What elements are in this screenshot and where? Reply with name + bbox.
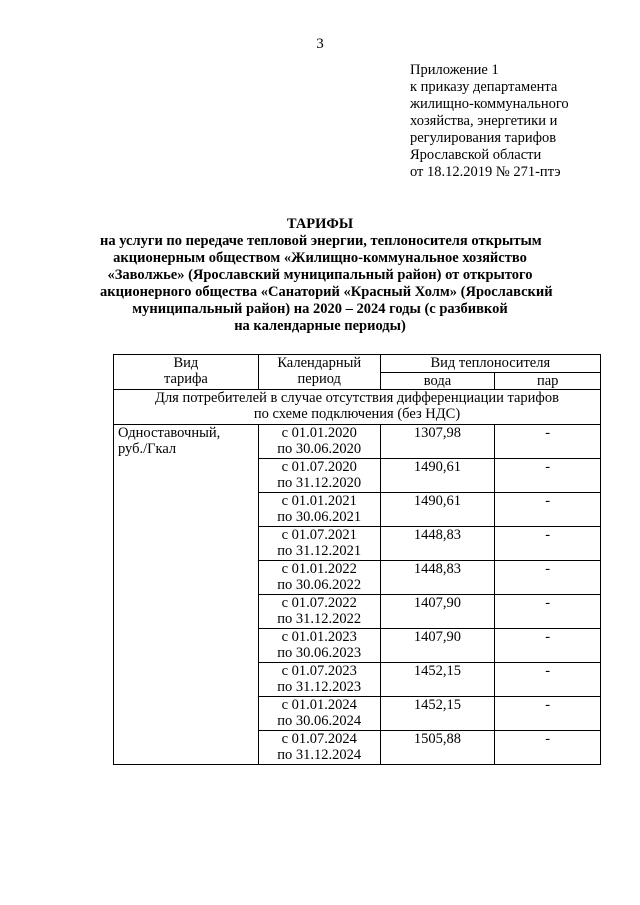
appendix-line: жилищно-коммунального <box>410 96 569 112</box>
period-cell: с 01.07.2022 по 31.12.2022 <box>258 595 380 629</box>
page-number: 3 <box>316 36 324 52</box>
appendix-line: Приложение 1 <box>410 62 499 78</box>
title-line: акционерным обществом «Жилищно-коммунальное хозяйство <box>113 250 527 266</box>
header-carrier: Вид теплоносителя <box>380 355 600 373</box>
appendix-line: к приказу департамента <box>410 79 558 95</box>
water-value: 1448,83 <box>380 527 495 561</box>
appendix-line: от 18.12.2019 № 271-птэ <box>410 164 561 180</box>
title-line: муниципальный район) на 2020 – 2024 годы (с разбивкой <box>132 301 508 317</box>
document-title <box>100 216 553 335</box>
water-value: 1452,15 <box>380 697 495 731</box>
steam-value: - <box>495 459 601 493</box>
period-cell: с 01.01.2021 по 30.06.2021 <box>258 493 380 527</box>
table-note-row <box>114 390 601 425</box>
period-cell: с 01.01.2024 по 30.06.2024 <box>258 697 380 731</box>
header-tariff-type <box>114 355 259 390</box>
steam-value: - <box>495 629 601 663</box>
appendix-block <box>410 62 569 181</box>
header-period <box>258 355 380 390</box>
title-line: «Заволжье» (Ярославский муниципальный район) от открытого <box>107 267 533 283</box>
note-text: Для потребителей в случае отсутствия дифференциации тарифов <box>155 390 559 406</box>
steam-value: - <box>495 663 601 697</box>
steam-value: - <box>495 561 601 595</box>
water-value: 1490,61 <box>380 459 495 493</box>
appendix-line: хозяйства, энергетики и <box>410 113 558 129</box>
period-cell: с 01.01.2020 по 30.06.2020 <box>258 425 380 459</box>
header-text: Календарный <box>277 355 362 371</box>
title-line: акционерного общества «Санаторий «Красный Холм» (Ярославский <box>100 284 553 300</box>
period-cell: с 01.07.2020 по 31.12.2020 <box>258 459 380 493</box>
title-heading: ТАРИФЫ <box>286 216 354 232</box>
tariff-type-text: Одноставочный, <box>118 425 221 441</box>
water-value: 1407,90 <box>380 595 495 629</box>
water-value: 1307,98 <box>380 425 495 459</box>
header-text: период <box>297 371 341 387</box>
period-cell: с 01.07.2023 по 31.12.2023 <box>258 663 380 697</box>
header-text: тарифа <box>164 371 208 387</box>
appendix-line: Ярославской области <box>410 147 542 163</box>
water-value: 1452,15 <box>380 663 495 697</box>
water-value: 1505,88 <box>380 731 495 765</box>
period-cell: с 01.01.2023 по 30.06.2023 <box>258 629 380 663</box>
period-cell: с 01.07.2024 по 31.12.2024 <box>258 731 380 765</box>
header-steam: пар <box>495 372 601 390</box>
water-value: 1490,61 <box>380 493 495 527</box>
tariff-type-cell <box>114 425 259 765</box>
steam-value: - <box>495 697 601 731</box>
note-text: по схеме подключения (без НДС) <box>253 406 461 422</box>
steam-value: - <box>495 731 601 765</box>
table-row <box>114 425 601 459</box>
steam-value: - <box>495 527 601 561</box>
steam-value: - <box>495 595 601 629</box>
header-text: Вид <box>173 355 199 371</box>
steam-value: - <box>495 425 601 459</box>
title-line: на услуги по передаче тепловой энергии, теплоносителя открытым <box>100 233 542 249</box>
period-cell: с 01.01.2022 по 30.06.2022 <box>258 561 380 595</box>
table-header-row <box>114 355 601 373</box>
period-cell: с 01.07.2021 по 31.12.2021 <box>258 527 380 561</box>
water-value: 1407,90 <box>380 629 495 663</box>
tariff-type-text: руб./Гкал <box>118 441 177 457</box>
steam-value: - <box>495 493 601 527</box>
title-line: на календарные периоды) <box>234 318 406 334</box>
water-value: 1448,83 <box>380 561 495 595</box>
note-cell <box>114 390 601 425</box>
header-water: вода <box>380 372 495 390</box>
tariffs-table <box>113 354 601 765</box>
appendix-line: регулирования тарифов <box>410 130 557 146</box>
